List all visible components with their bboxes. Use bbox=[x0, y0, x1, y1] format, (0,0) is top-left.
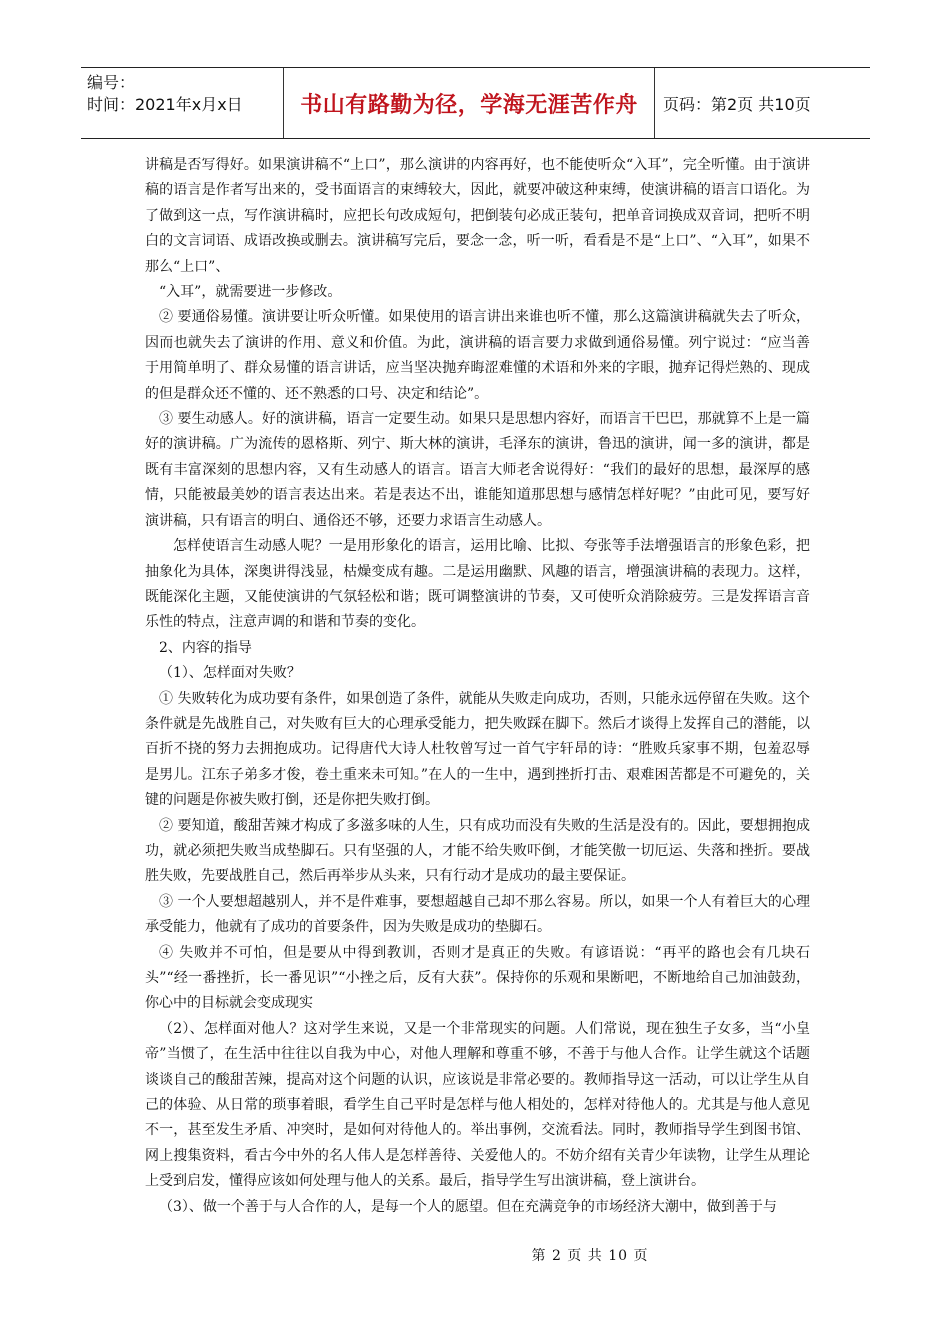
paragraph: ② 要通俗易懂。演讲要让听众听懂。如果使用的语言讲出来谁也听不懂，那么这篇演讲稿就失去了听众，因而也就失去了演讲的作用、意义和价值。为此，演讲稿的语言要力求做到通俗易懂。列宁说过：“应当善于用简单明了、群众易懂的语言讲话，应当坚决抛弃晦涩难懂的术语和外来的字眼，抛弃记得烂熟的、现成的但是群众还不懂的、还不熟悉的口号、决定和结论”。 bbox=[145, 309, 810, 402]
paragraph: ③ 要生动感人。好的演讲稿，语言一定要生动。如果只是思想内容好，而语言干巴巴，那就算不上是一篇好的演讲稿。广为流传的恩格斯、列宁、斯大林的演讲，毛泽东的演讲，鲁迅的演讲，闻一多的演讲，都是既有丰富深刻的思想内容，又有生动感人的语言。语言大师老舍说得好：“我们的最好的思想，最深厚的感情，只能被最美妙的语言表达出来。若是表达不出，谁能知道那思想与感情怎样好呢？”由此可见，要写好演讲稿，只有语言的明白、通俗还不够，还要力求语言生动感人。 bbox=[145, 411, 810, 529]
paragraph: “入耳”，就需要进一步修改。 bbox=[159, 284, 342, 301]
time-label: 时间：2021年x月x日 bbox=[87, 95, 243, 114]
paragraph: ① 失败转化为成功要有条件，如果创造了条件，就能从失败走向成功，否则，只能永远停留在失败。这个条件就是先战胜自己，对失败有巨大的心理承受能力，把失败踩在脚下。然后才谈得上发挥自己的潜能，以百折不挠的努力去拥抱成功。记得唐代大诗人杜牧曾写过一首气宇轩昂的诗：“胜败兵家事不期，包羞忍辱是男儿。江东子弟多才俊，卷土重来未可知。”在人的一生中，遇到挫折打击、艰难困苦都是不可避免的，关键的问题是你被失败打倒，还是你把失败打倒。 bbox=[145, 690, 810, 809]
header-motto: 书山有路勤为径，学海无涯苦作舟 bbox=[284, 68, 655, 138]
header-page-info: 页码：第2页 共10页 bbox=[663, 94, 811, 114]
paragraph: ③ 一个人要想超越别人，并不是件难事，要想超越自己却不那么容易。所以，如果一个人有着巨大的心理承受能力，他就有了成功的首要条件，因为失败是成功的垫脚石。 bbox=[145, 893, 810, 936]
paragraph: ④ 失败并不可怕，但是要从中得到教训，否则才是真正的失败。有谚语说：“再平的路也会有几块石头”“经一番挫折，长一番见识”“小挫之后，反有大获”。保持你的乐观和果断吧，不断地给自己加油鼓劲，你心中的目标就会变成现实 bbox=[145, 944, 810, 1012]
header-meta bbox=[81, 68, 284, 138]
paragraph: ② 要知道，酸甜苦辣才构成了多滋多味的人生，只有成功而没有失败的生活是没有的。因此，要想拥抱成功，就必须把失败当成垫脚石。只有坚强的人，才能不给失败吓倒，才能笑傲一切厄运、失落和挫折。要战胜失败，先要战胜自己，然后再举步从头来，只有行动才是成功的最主要保证。 bbox=[145, 817, 810, 885]
paragraph: 怎样使语言生动感人呢？一是用形象化的语言，运用比喻、比拟、夸张等手法增强语言的形象色彩，把抽象化为具体，深奥讲得浅显，枯燥变成有趣。二是运用幽默、风趣的语言，增强演讲稿的表现力。这样，既能深化主题，又能使演讲的气氛轻松和谐；既可调整演讲的节奏，又可使听众消除疲劳。三是发挥语言音乐性的特点，注意声调的和谐和节奏的变化。 bbox=[145, 538, 810, 631]
number-label: 编号： bbox=[87, 73, 136, 92]
paragraph: （2）、怎样面对他人？这对学生来说，又是一个非常现实的问题。人们常说，现在独生子女多，当“小皇帝”当惯了，在生活中往往以自我为中心，对他人理解和尊重不够，不善于与他人合作。让学生就这个话题谈谈自己的酸甜苦辣，提高对这个问题的认识，应该说是非常必要的。教师指导这一活动，可以让学生从自己的体验、从日常的琐事着眼，看学生自己平时是怎样与他人相处的，怎样对待他人的。尤其是与他人意见不一，甚至发生矛盾、冲突时，是如何对待他人的。举出事例，交流看法。同时，教师指导学生到图书馆、网上搜集资料，看古今中外的名人伟人是怎样善待、关爱他人的。不妨介绍有关青少年读物，让学生从理论上受到启发，懂得应该如何处理与他人的关系。最后，指导学生写出演讲稿，登上演讲台。 bbox=[145, 1020, 810, 1190]
paragraph: （3）、做一个善于与人合作的人，是每一个人的愿望。但在充满竞争的市场经济大潮中，做到善于与 bbox=[159, 1198, 777, 1215]
document-body bbox=[145, 153, 810, 1220]
page-footer: 第 2 页 共 10 页 bbox=[531, 1248, 649, 1264]
section-heading: 2、内容的指导 bbox=[159, 639, 252, 656]
subsection-heading: （1）、怎样面对失败？ bbox=[159, 665, 301, 682]
paragraph: 讲稿是否写得好。如果演讲稿不“上口”，那么演讲的内容再好，也不能使听众“入耳”，完全听懂。由于演讲稿的语言是作者写出来的，受书面语言的束缚较大，因此，就要冲破这种束缚，使演讲稿的语言口语化。为了做到这一点，写作演讲稿时，应把长句改成短句，把倒装句必成正装句，把单音词换成双音词，把听不明白的文言词语、成语改换或删去。演讲稿写完后，要念一念，听一听，看看是不是“上口”、“入耳”，如果不那么“上口”、 bbox=[145, 157, 810, 275]
page-header bbox=[81, 67, 870, 139]
